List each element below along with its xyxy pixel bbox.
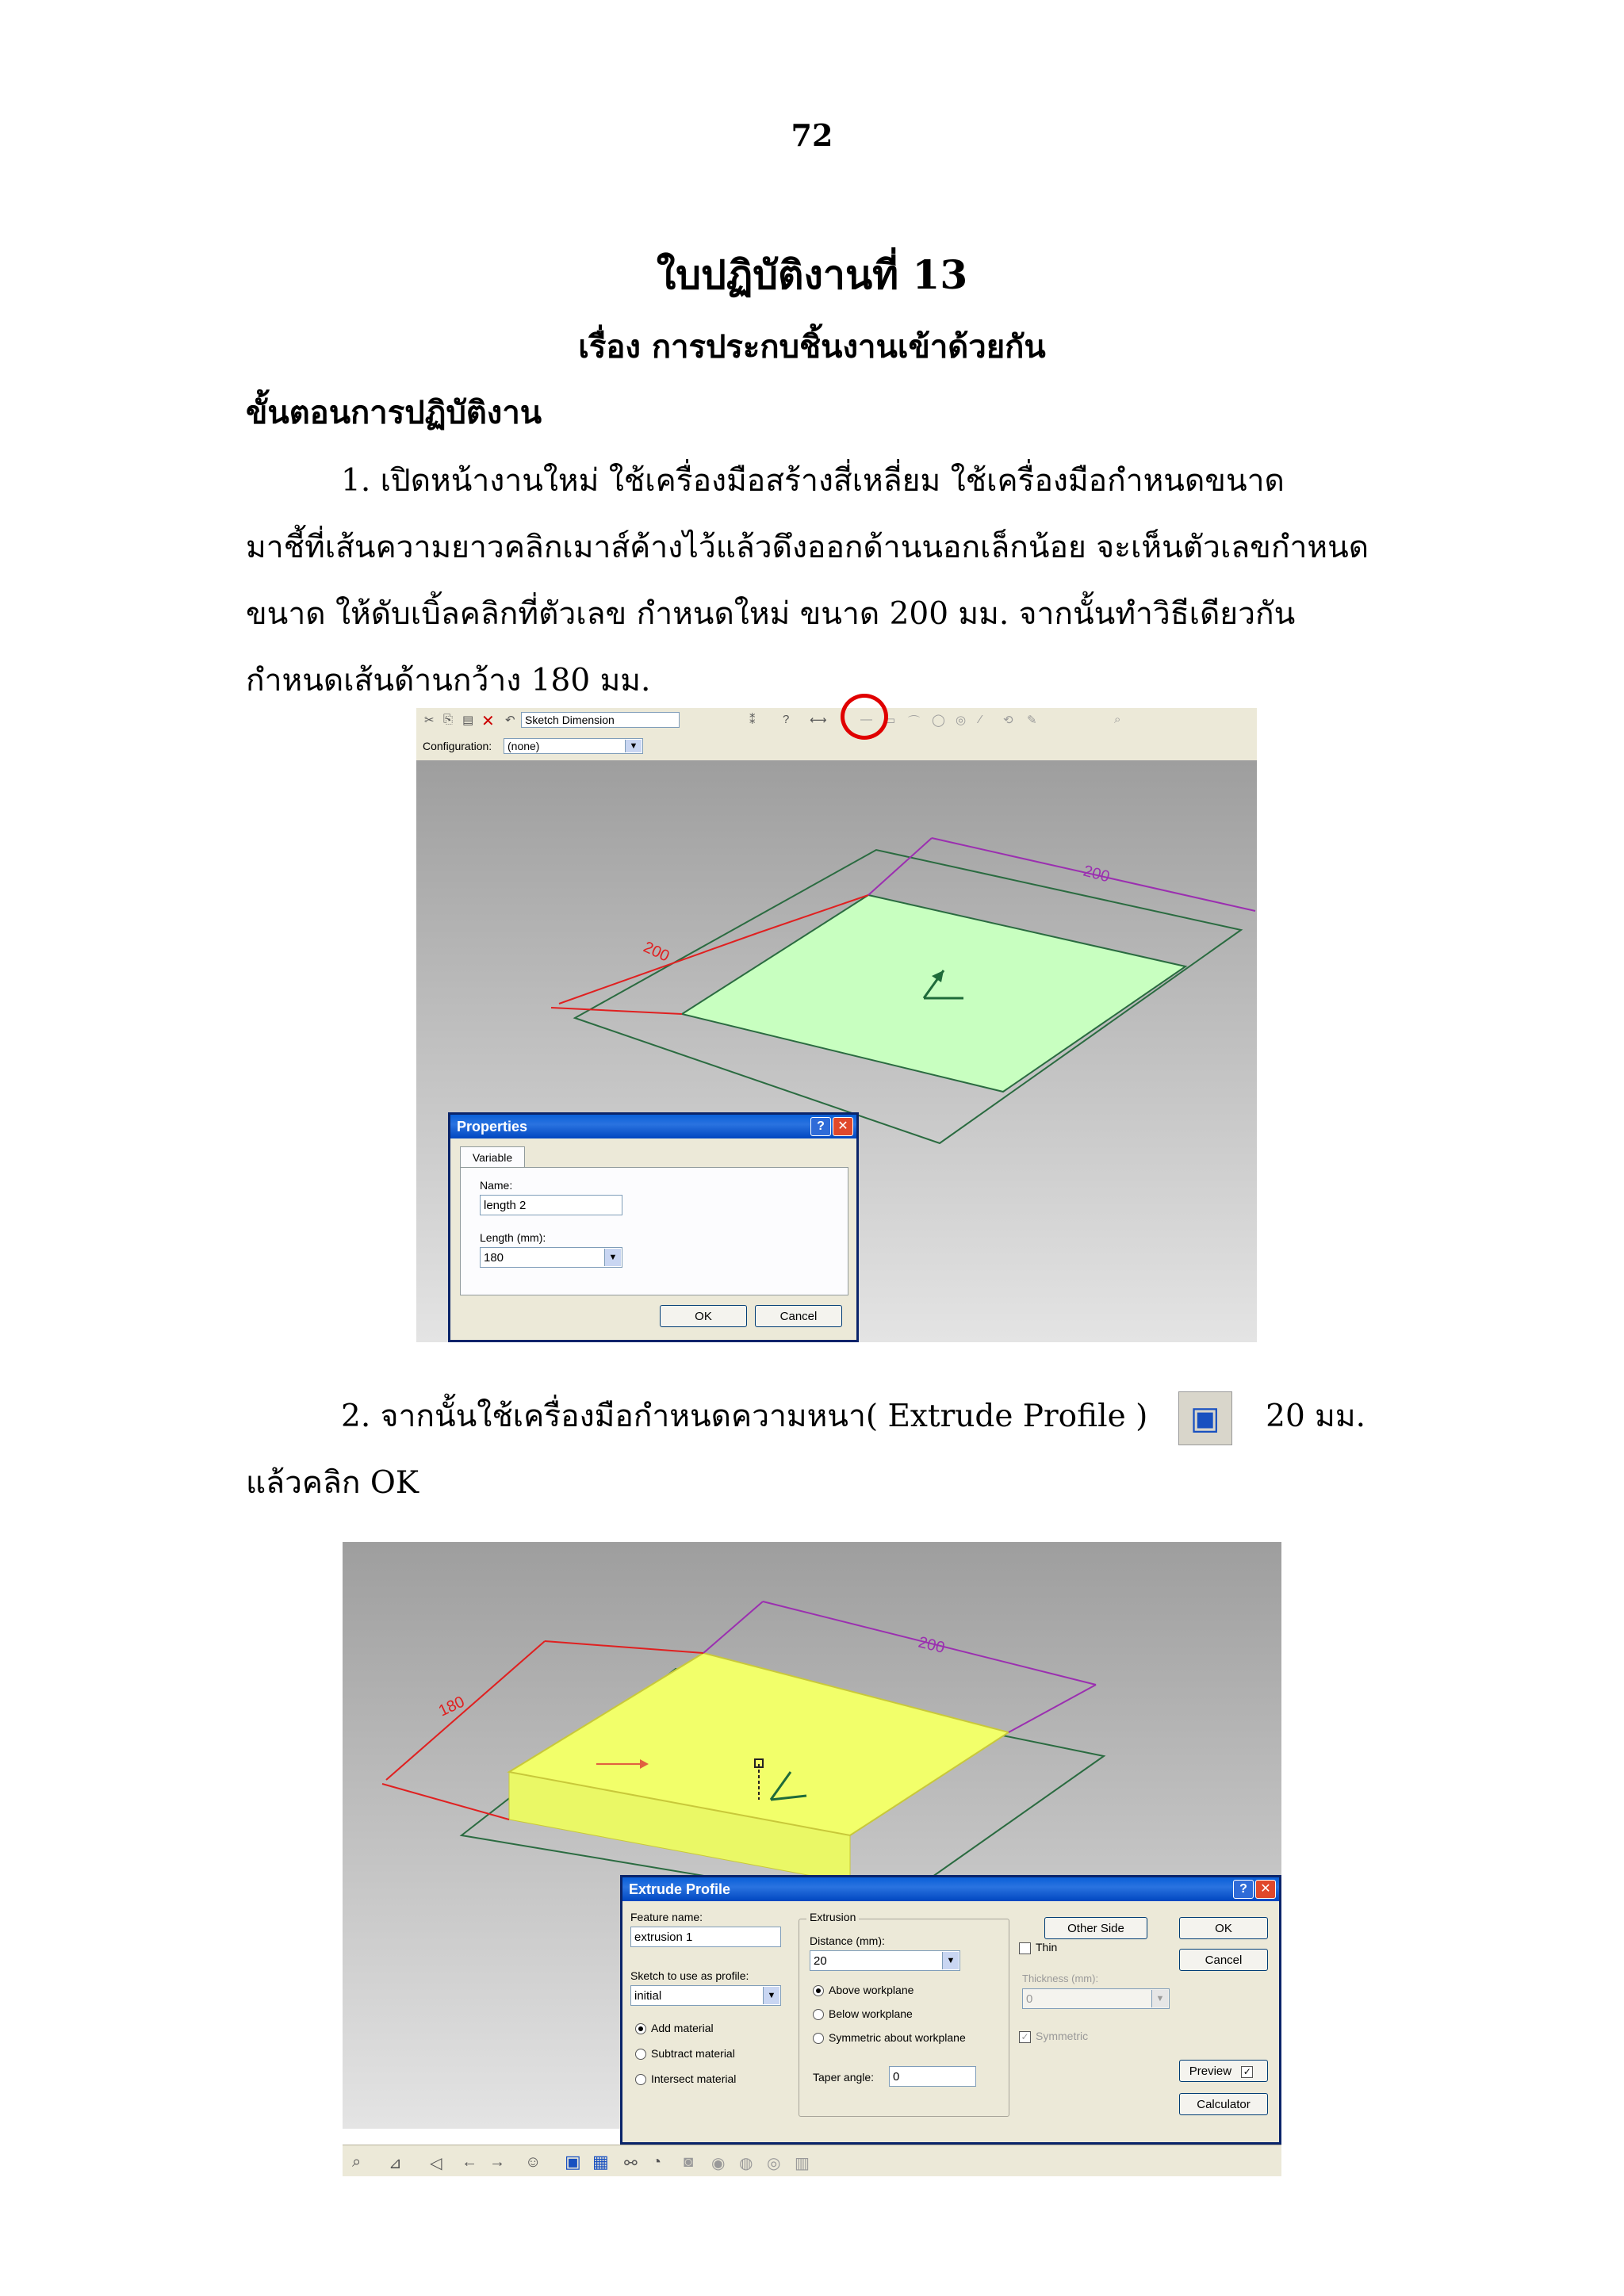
step-1-paragraph xyxy=(246,448,1372,714)
cancel-button[interactable]: Cancel xyxy=(755,1305,842,1327)
forward-arrow-icon[interactable]: → xyxy=(489,2153,505,2171)
configuration-label: Configuration: xyxy=(423,740,492,752)
view-orientation-icon[interactable]: ⊿ xyxy=(389,2155,402,2172)
fillet-icon[interactable]: ◉ xyxy=(711,2155,726,2172)
properties-dialog xyxy=(448,1112,859,1342)
symmetric-workplane-radio[interactable] xyxy=(813,2031,966,2044)
other-side-button[interactable]: Other Side xyxy=(1044,1917,1147,1939)
radio-selected-icon xyxy=(813,1985,824,1996)
name-label: Name: xyxy=(480,1179,513,1192)
step-1-line-3: ขนาด ให้ดับเบิ้ลคลิกที่ตัวเลข กำหนดใหม่ ขนาด 200 มม. จากนั้นทำวิธีเดียวกัน xyxy=(246,596,1296,632)
below-workplane-label: Below workplane xyxy=(829,2007,913,2020)
taper-angle-label: Taper angle: xyxy=(813,2071,875,2084)
intersect-material-label: Intersect material xyxy=(651,2072,737,2085)
help-icon[interactable]: ? xyxy=(1233,1880,1254,1899)
taper-angle-field[interactable]: 0 xyxy=(889,2066,976,2087)
feature-name-label: Feature name: xyxy=(630,1911,703,1923)
bottom-toolbar xyxy=(343,2145,1281,2176)
radio-icon xyxy=(635,2074,646,2085)
sweep-icon[interactable]: ⚯ xyxy=(624,2155,638,2172)
paste-icon[interactable]: ▤ xyxy=(462,714,474,727)
step-2-paragraph xyxy=(246,1383,1372,1517)
calculator-button[interactable]: Calculator xyxy=(1179,2093,1268,2115)
line-icon[interactable]: ― xyxy=(860,713,872,726)
loft-icon[interactable]: ◔ xyxy=(652,2153,662,2171)
offset-icon[interactable]: ⟲ xyxy=(1003,714,1013,727)
pattern-icon[interactable]: ▥ xyxy=(795,2155,810,2172)
add-material-label: Add material xyxy=(651,2022,714,2034)
cut-icon[interactable]: ✂ xyxy=(424,714,435,727)
extrusion-group-label: Extrusion xyxy=(806,1911,859,1923)
extrude-title-text: Extrude Profile xyxy=(629,1881,731,1897)
length-field[interactable] xyxy=(480,1247,622,1268)
thin-label: Thin xyxy=(1036,1941,1058,1954)
length-label: Length (mm): xyxy=(480,1231,546,1244)
properties-title-text: Properties xyxy=(457,1119,528,1135)
dimension-width-label: 200 xyxy=(1081,862,1112,886)
add-material-radio[interactable] xyxy=(635,2022,714,2034)
length-value: 180 xyxy=(484,1251,504,1265)
extrude-profile-screenshot xyxy=(343,1542,1281,2176)
chamfer-icon[interactable]: ◍ xyxy=(739,2155,753,2172)
dimension-width-label: 200 xyxy=(916,1633,947,1657)
sketch-profile-value: initial xyxy=(634,1989,662,2003)
step-2-line-1 xyxy=(246,1383,1372,1450)
subtract-material-radio[interactable] xyxy=(635,2047,735,2060)
step-1-line-1: 1. เปิดหน้างานใหม่ ใช้เครื่องมือสร้างสี่เหลี่ยม ใช้เครื่องมือกำหนดขนาด xyxy=(341,463,1285,499)
radio-selected-icon xyxy=(635,2023,646,2034)
radio-icon xyxy=(813,2033,824,2044)
hole-icon[interactable]: ◙ xyxy=(684,2153,694,2171)
preview-button[interactable] xyxy=(1179,2060,1268,2082)
circle-icon[interactable]: ◯ xyxy=(932,714,945,727)
main-toolbar xyxy=(416,708,1257,734)
smart-snap-icon[interactable]: ⁑ xyxy=(749,714,756,727)
cancel-button[interactable]: Cancel xyxy=(1179,1949,1268,1971)
step-2-text: 2. จากนั้นใช้เครื่องมือกำหนดความหนา( Extrude Profile ) xyxy=(341,1399,1148,1434)
step-1-line-2: มาชี้ที่เส้นความยาวคลิกเมาส์ค้างไว้แล้วดึงออกด้านนอกเล็กน้อย จะเห็นตัวเลขกำหนด xyxy=(246,530,1369,565)
chevron-down-icon: ▼ xyxy=(625,740,642,752)
symmetric-workplane-label: Symmetric about workplane xyxy=(829,2031,966,2044)
page-number: 72 xyxy=(791,117,833,153)
extrude-profile-icon[interactable]: ▣ xyxy=(565,2152,581,2172)
feature-name-field[interactable]: extrusion 1 xyxy=(630,1927,781,1947)
thickness-value: 0 xyxy=(1026,1992,1033,2006)
procedure-heading: ขั้นตอนการปฏิบัติงาน xyxy=(246,394,542,431)
above-workplane-radio[interactable] xyxy=(813,1984,914,1996)
subtract-material-label: Subtract material xyxy=(651,2047,735,2060)
copy-icon[interactable]: ⎘ xyxy=(443,713,454,726)
checkbox-icon xyxy=(1019,1942,1031,1954)
close-icon[interactable]: ✕ xyxy=(1255,1880,1276,1899)
distance-field[interactable] xyxy=(810,1950,960,1971)
extrude-profile-dialog xyxy=(620,1875,1281,2145)
tab-variable[interactable]: Variable xyxy=(460,1146,525,1168)
preview-label: Preview xyxy=(1189,2064,1232,2078)
configuration-select[interactable] xyxy=(504,738,643,754)
intersect-material-radio[interactable] xyxy=(635,2072,736,2085)
variable-tab-panel xyxy=(460,1167,848,1295)
name-field[interactable]: length 2 xyxy=(480,1195,622,1215)
chevron-down-icon: ▼ xyxy=(942,1952,959,1969)
worksheet-title: ใบปฏิบัติงานที่ 13 xyxy=(656,251,968,298)
shell-icon[interactable]: ◎ xyxy=(767,2155,781,2172)
distance-label: Distance (mm): xyxy=(810,1934,885,1947)
chevron-down-icon: ▼ xyxy=(604,1249,621,1266)
delete-icon[interactable]: ✕ xyxy=(481,713,495,730)
ok-button[interactable]: OK xyxy=(1179,1917,1268,1939)
extrude-profile-icon: ▣ xyxy=(1178,1391,1232,1445)
thin-checkbox[interactable] xyxy=(1019,1941,1057,1954)
sketch-profile-select[interactable] xyxy=(630,1985,781,2006)
toolbar-tool-combo[interactable]: Sketch Dimension xyxy=(521,712,680,728)
radio-icon xyxy=(813,2009,824,2020)
below-workplane-radio[interactable] xyxy=(813,2007,913,2020)
revolve-profile-icon[interactable]: ▦ xyxy=(592,2152,609,2172)
worksheet-subtitle: เรื่อง การประกบชิ้นงานเข้าด้วยกัน xyxy=(578,328,1046,365)
configuration-bar xyxy=(416,733,1257,761)
checkmark-icon: ✓ xyxy=(1241,2066,1253,2078)
help-icon[interactable]: ? xyxy=(810,1117,831,1136)
constraint-icon[interactable]: ✎ xyxy=(1027,714,1037,727)
dimension-length-label: 180 xyxy=(435,1693,468,1720)
fillet-icon[interactable]: ◎ xyxy=(956,714,967,727)
zoom-icon[interactable]: ⌕ xyxy=(1114,713,1121,726)
sketch-dimension-screenshot xyxy=(416,708,1257,1342)
smiley-icon[interactable]: ☺ xyxy=(525,2153,542,2171)
thickness-label: Thickness (mm): xyxy=(1022,1973,1099,1984)
chevron-down-icon: ▼ xyxy=(1151,1990,1168,2007)
ok-button[interactable]: OK xyxy=(660,1305,747,1327)
sketch-dimension-icon[interactable]: ⟷ xyxy=(810,714,827,727)
close-icon[interactable]: ✕ xyxy=(833,1117,853,1136)
sketch-profile-label: Sketch to use as profile: xyxy=(630,1969,749,1982)
extrude-dialog-title xyxy=(622,1877,1279,1901)
dimension-length-label: 200 xyxy=(640,938,672,966)
rectangle-icon[interactable]: ▭ xyxy=(884,714,896,727)
undo-icon[interactable]: ↶ xyxy=(505,714,515,727)
thickness-field[interactable] xyxy=(1022,1988,1170,2009)
sketch-rectangle xyxy=(682,895,1185,1092)
look-at-icon[interactable]: ◁ xyxy=(430,2155,442,2172)
trim-icon[interactable]: ⁄ xyxy=(979,713,982,726)
highlight-circle xyxy=(841,694,888,740)
zoom-icon[interactable]: ⌕ xyxy=(352,2153,362,2171)
arc-icon[interactable]: ⌒ xyxy=(908,715,921,729)
step-2-line-2: แล้วคลิก OK xyxy=(246,1465,419,1501)
step-1-line-4: กำหนดเส้นด้านกว้าง 180 มม. xyxy=(246,663,651,698)
above-workplane-label: Above workplane xyxy=(829,1984,914,1996)
symmetric-checkbox[interactable] xyxy=(1019,2030,1088,2043)
back-arrow-icon[interactable]: ← xyxy=(462,2153,477,2171)
distance-value: 20 xyxy=(814,1954,827,1968)
dimension-width-lines xyxy=(868,838,1255,911)
radio-icon xyxy=(635,2049,646,2060)
chevron-down-icon: ▼ xyxy=(763,1987,779,2004)
checkmark-icon: ✓ xyxy=(1019,2031,1031,2043)
configuration-value: (none) xyxy=(508,740,540,752)
step-2-distance: 20 มม. xyxy=(1266,1399,1365,1434)
help-icon[interactable]: ? xyxy=(783,713,790,726)
properties-dialog-title xyxy=(450,1115,856,1138)
symmetric-label: Symmetric xyxy=(1036,2030,1089,2042)
